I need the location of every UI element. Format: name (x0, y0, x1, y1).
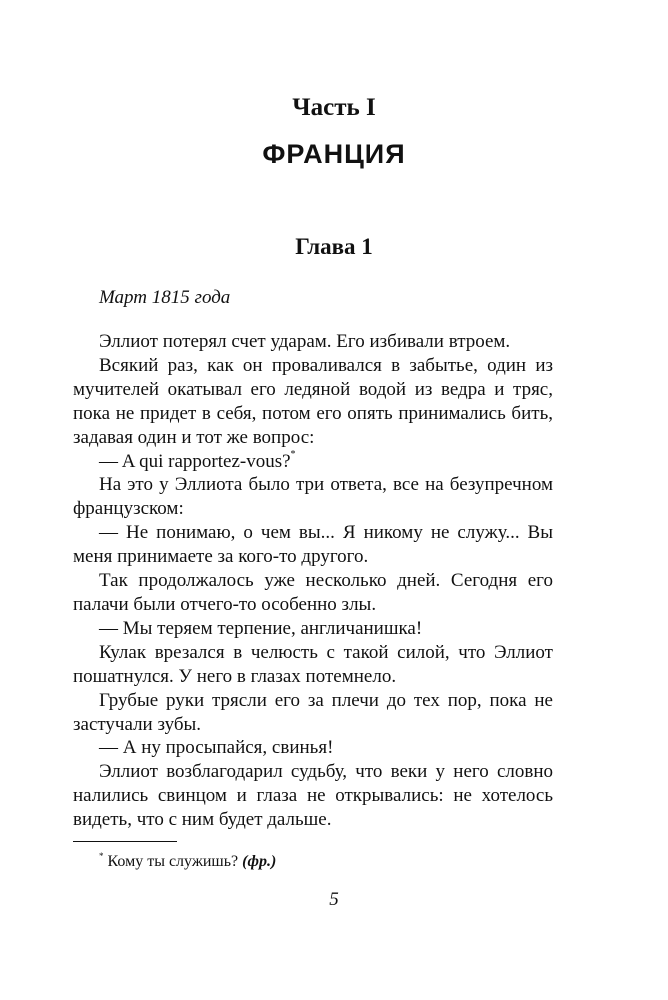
paragraph: Грубые руки трясли его за плечи до тех пор, пока не застучали зубы. (73, 689, 553, 735)
paragraph: Кулак врезался в челюсть с такой силой, что Эллиот пошатнулся. У него в глазах потемнело. (73, 641, 553, 687)
paragraph: Так продолжалось уже несколько дней. Сегодня его палачи были отчего-то особенно злы. (73, 570, 553, 615)
chapter-body (73, 330, 553, 832)
paragraph: На это у Эллиота было три ответа, все на безупречном французском: (73, 474, 553, 520)
paragraph: — Мы теряем терпение, англичанишка! (99, 617, 423, 639)
paragraph-with-footnote (73, 450, 553, 474)
chapter-title: Глава 1 (295, 234, 373, 259)
paragraph: — А ну просыпайся, свинья! (99, 737, 334, 759)
footnote-marker: * (99, 851, 104, 861)
part-title: ФРАНЦИЯ (262, 139, 406, 169)
paragraph: — Не понимаю, о чем вы... Я никому не служу... Вы меня принимаете за кого-то другого. (73, 522, 553, 568)
footnote-language: (фр.) (242, 853, 277, 870)
paragraph: Эллиот потерял счет ударам. Его избивали втроем. (99, 331, 511, 352)
page-number: 5 (329, 889, 339, 910)
footnote (99, 852, 276, 872)
paragraph: Всякий раз, как он проваливался в забытье, один из мучителей окатывал его ледяной водой из ведра и тряс, пока не придет в себя, потом его опять принимались бить, задавая один и тот же вопрос: (73, 354, 553, 448)
paragraph-text: — A qui rapportez-vous? (99, 450, 291, 472)
part-label: Часть I (292, 94, 376, 121)
footnote-reference: * (290, 448, 296, 460)
chapter-date: Март 1815 года (99, 287, 231, 308)
footnote-text: Кому ты служишь? (107, 853, 243, 870)
paragraph: Эллиот возблагодарил судьбу, что веки у него словно налились свинцом и глаза не открывались: не хотелось видеть, что с ним будет дальше. (73, 761, 553, 831)
footnote-divider (73, 841, 177, 842)
